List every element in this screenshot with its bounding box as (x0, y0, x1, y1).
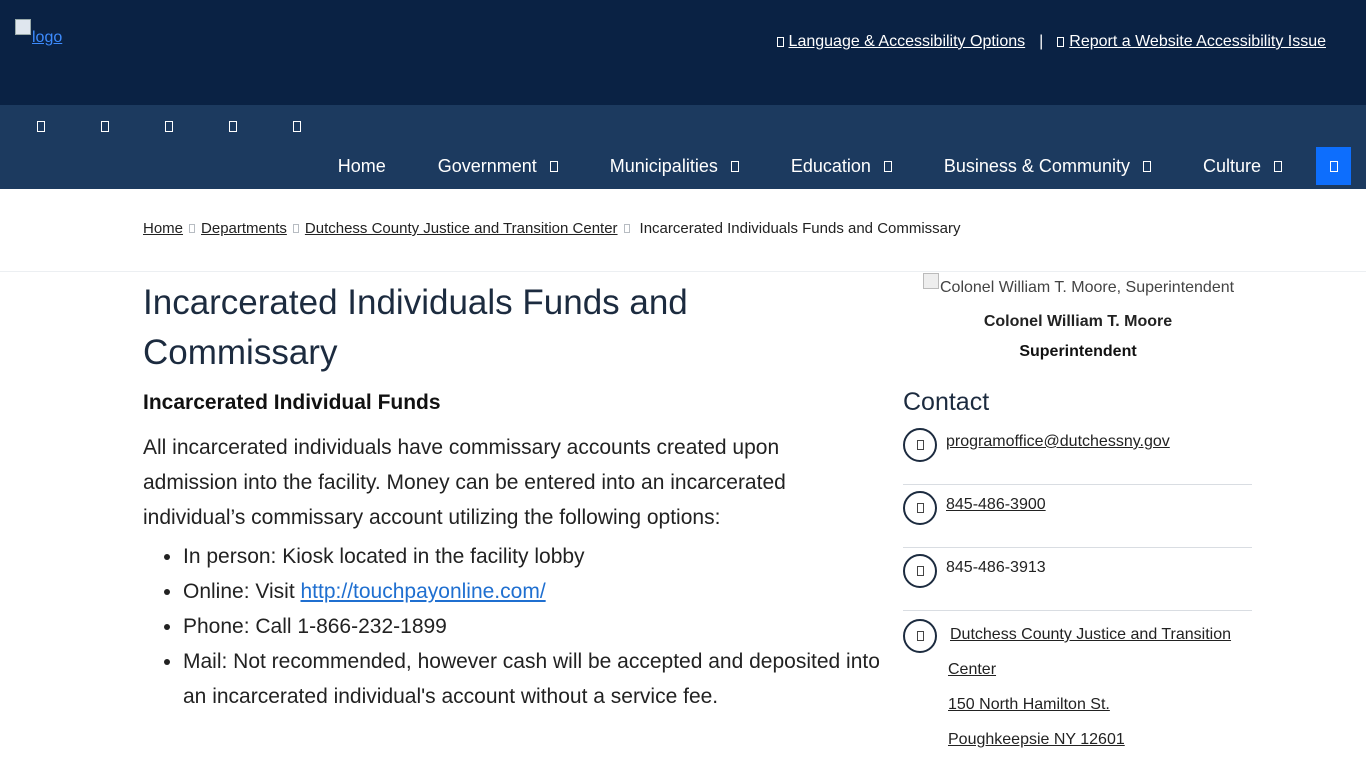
nav-item-municipalities[interactable]: Municipalities (610, 156, 739, 177)
section-heading: Incarcerated Individual Funds (143, 391, 441, 414)
address-city: Poughkeepsie NY 12601 (948, 731, 1125, 748)
breadcrumb-divider (0, 271, 1366, 272)
contact-address-link[interactable] (948, 617, 1248, 757)
chevron-down-icon (550, 161, 558, 172)
linkedin-icon[interactable] (293, 121, 301, 132)
utility-separator: | (1039, 33, 1044, 50)
photo-alt-text: Colonel William T. Moore, Superintendent (940, 279, 1235, 296)
instagram-icon[interactable] (165, 121, 173, 132)
contact-phone-link[interactable]: 845-486-3900 (946, 496, 1046, 513)
search-icon (1330, 161, 1338, 172)
list-item: • Phone: Call 1-866-232-1899 (183, 609, 883, 644)
address-facility-name: Dutchess County Justice and Transition Center (948, 626, 1232, 678)
envelope-icon (903, 428, 937, 462)
nav-item-government[interactable]: Government (438, 156, 558, 177)
contact-divider (903, 610, 1252, 611)
contact-divider (903, 547, 1252, 548)
breadcrumb-departments[interactable]: Departments (201, 220, 287, 237)
chevron-down-icon (731, 161, 739, 172)
social-links (37, 121, 357, 132)
site-logo-link[interactable] (15, 19, 62, 47)
nav-item-education[interactable]: Education (791, 156, 892, 177)
breadcrumb-justice-center[interactable]: Dutchess County Justice and Transition Center (304, 220, 618, 237)
search-button[interactable] (1316, 147, 1351, 185)
report-icon (1057, 37, 1064, 47)
breadcrumb-current: Incarcerated Individuals Funds and Commissary (639, 220, 961, 237)
contact-email-link[interactable]: programoffice@dutchessny.gov (946, 433, 1170, 450)
funding-options-list (143, 539, 883, 714)
main-navigation (0, 105, 1366, 189)
facebook-icon[interactable] (37, 121, 45, 132)
chevron-down-icon (1274, 161, 1282, 172)
broken-image-icon (923, 273, 939, 289)
chevron-down-icon (1143, 161, 1151, 172)
phone-icon (903, 491, 937, 525)
top-bar (0, 0, 1366, 105)
breadcrumb (143, 220, 961, 237)
list-item: • Online: Visit http://touchpayonline.com/ (183, 574, 883, 609)
intro-paragraph: All incarcerated individuals have commissary accounts created upon admission into the facility. Money can be entered into an incarcerated individual’s commissary account utilizing the following options: (143, 436, 786, 529)
language-icon (777, 37, 784, 47)
address-street: 150 North Hamilton St. (948, 696, 1110, 713)
contact-fax-number: 845-486-3913 (946, 559, 1046, 576)
breadcrumb-separator-icon (624, 224, 630, 233)
logo-alt-text: logo (32, 29, 63, 46)
x-twitter-icon[interactable] (101, 121, 109, 132)
primary-menu (286, 147, 1351, 185)
nav-item-business-community[interactable]: Business & Community (944, 156, 1151, 177)
contact-divider (903, 484, 1252, 485)
report-accessibility-issue-link[interactable]: Report a Website Accessibility Issue (1057, 33, 1326, 51)
superintendent-photo (923, 273, 1234, 297)
nav-item-culture[interactable]: Culture (1203, 156, 1282, 177)
broken-image-icon (15, 19, 31, 35)
touchpay-link[interactable]: http://touchpayonline.com/ (300, 580, 546, 603)
fax-icon (903, 554, 937, 588)
chevron-down-icon (884, 161, 892, 172)
map-marker-icon (903, 619, 937, 653)
breadcrumb-separator-icon (293, 224, 299, 233)
breadcrumb-separator-icon (189, 224, 195, 233)
youtube-icon[interactable] (229, 121, 237, 132)
superintendent-role: Superintendent (1019, 343, 1137, 360)
superintendent-name: Colonel William T. Moore (983, 313, 1173, 330)
utility-links (777, 33, 1326, 51)
list-item: • In person: Kiosk located in the facility lobby (183, 539, 883, 574)
language-accessibility-link[interactable]: Language & Accessibility Options (777, 33, 1026, 51)
list-item: • Mail: Not recommended, however cash will be accepted and deposited into an incarcerated individual's account without a service fee. (183, 644, 883, 714)
page-title: Incarcerated Individuals Funds and Commissary (143, 283, 688, 372)
contact-heading: Contact (903, 388, 990, 416)
nav-item-home[interactable]: Home (337, 155, 386, 176)
breadcrumb-home[interactable]: Home (143, 220, 184, 237)
